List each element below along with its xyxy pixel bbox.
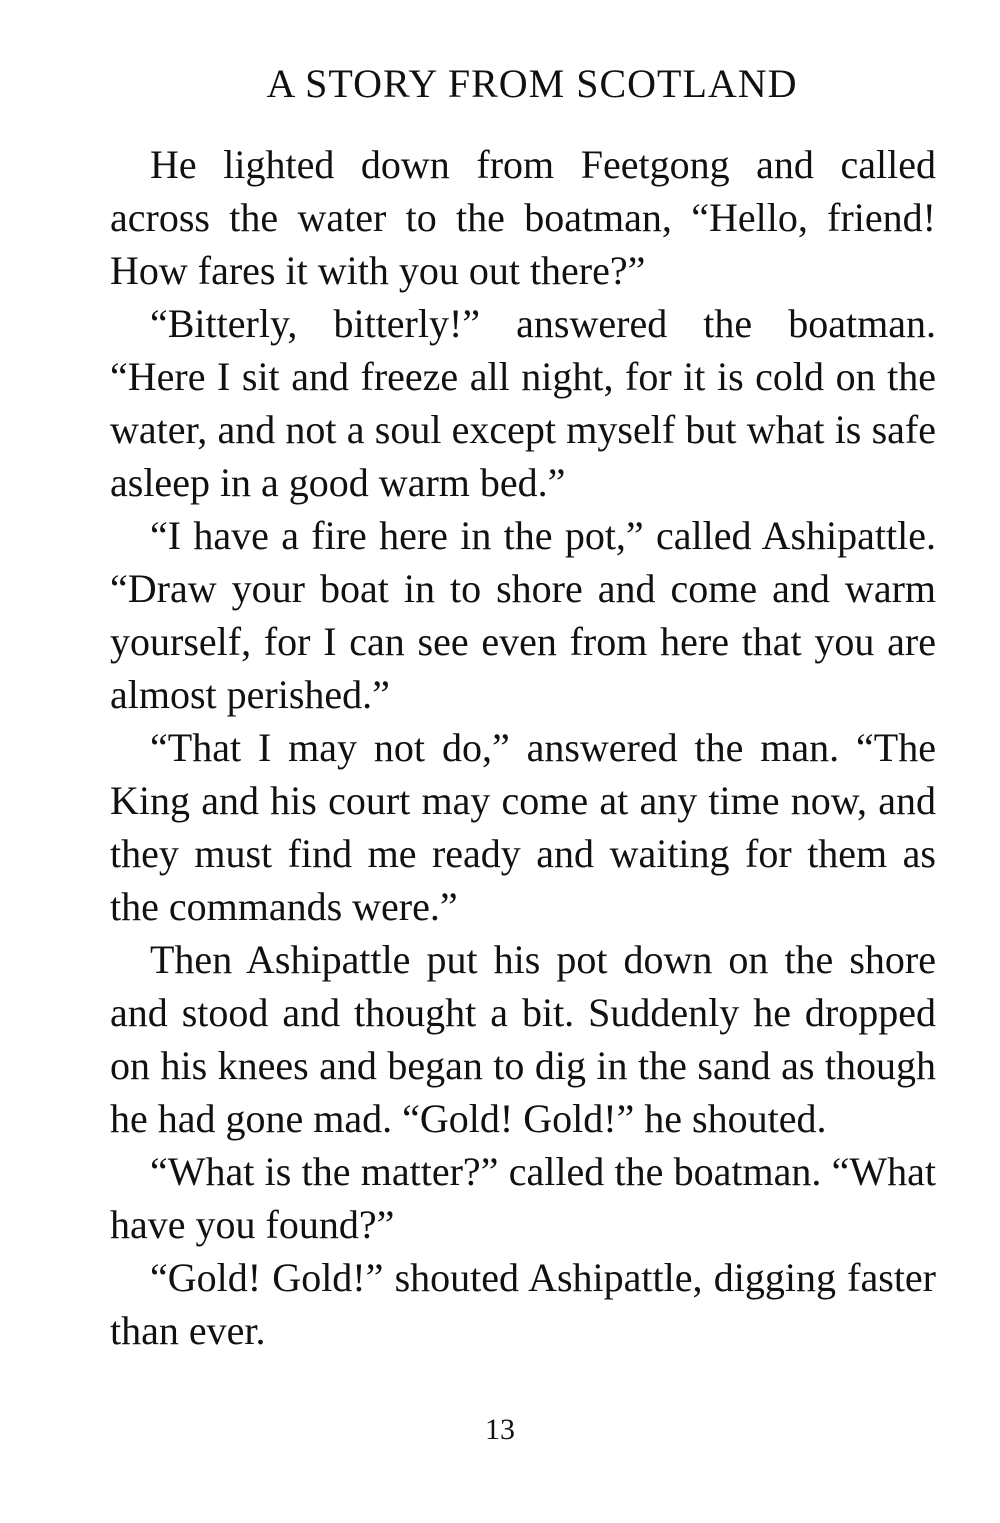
paragraph: Then Ashipattle put his pot down on the shore and stood and thought a bit. Suddenly he dropped on his knees and began to dig in the sand as though he had gone mad. “Gold! Gold!” he shouted. <box>110 937 936 1141</box>
body-text <box>110 138 936 1357</box>
paragraph: He lighted down from Feetgong and called across the water to the boatman, “Hello, friend! How fares it with you out there?” <box>110 142 936 293</box>
paragraph: “I have a fire here in the pot,” called Ashipattle. “Draw your boat in to shore and come and warm yourself, for I can see even from here that you are almost perished.” <box>110 513 936 717</box>
paragraph: “That I may not do,” answered the man. “The King and his court may come at any time now, and they must find me ready and waiting for them as the commands were.” <box>110 725 936 929</box>
paragraph: “What is the matter?” called the boatman. “What have you found?” <box>110 1149 936 1247</box>
paragraph: “Gold! Gold!” shouted Ashipattle, digging faster than ever. <box>110 1255 936 1353</box>
paragraph: “Bitterly, bitterly!” answered the boatman. “Here I sit and freeze all night, for it is cold on the water, and not a soul except myself but what is safe asleep in a good warm bed.” <box>110 301 936 505</box>
book-page <box>110 58 936 1357</box>
running-head: A STORY FROM SCOTLAND <box>266 61 798 106</box>
page-number: 13 <box>485 1413 515 1446</box>
